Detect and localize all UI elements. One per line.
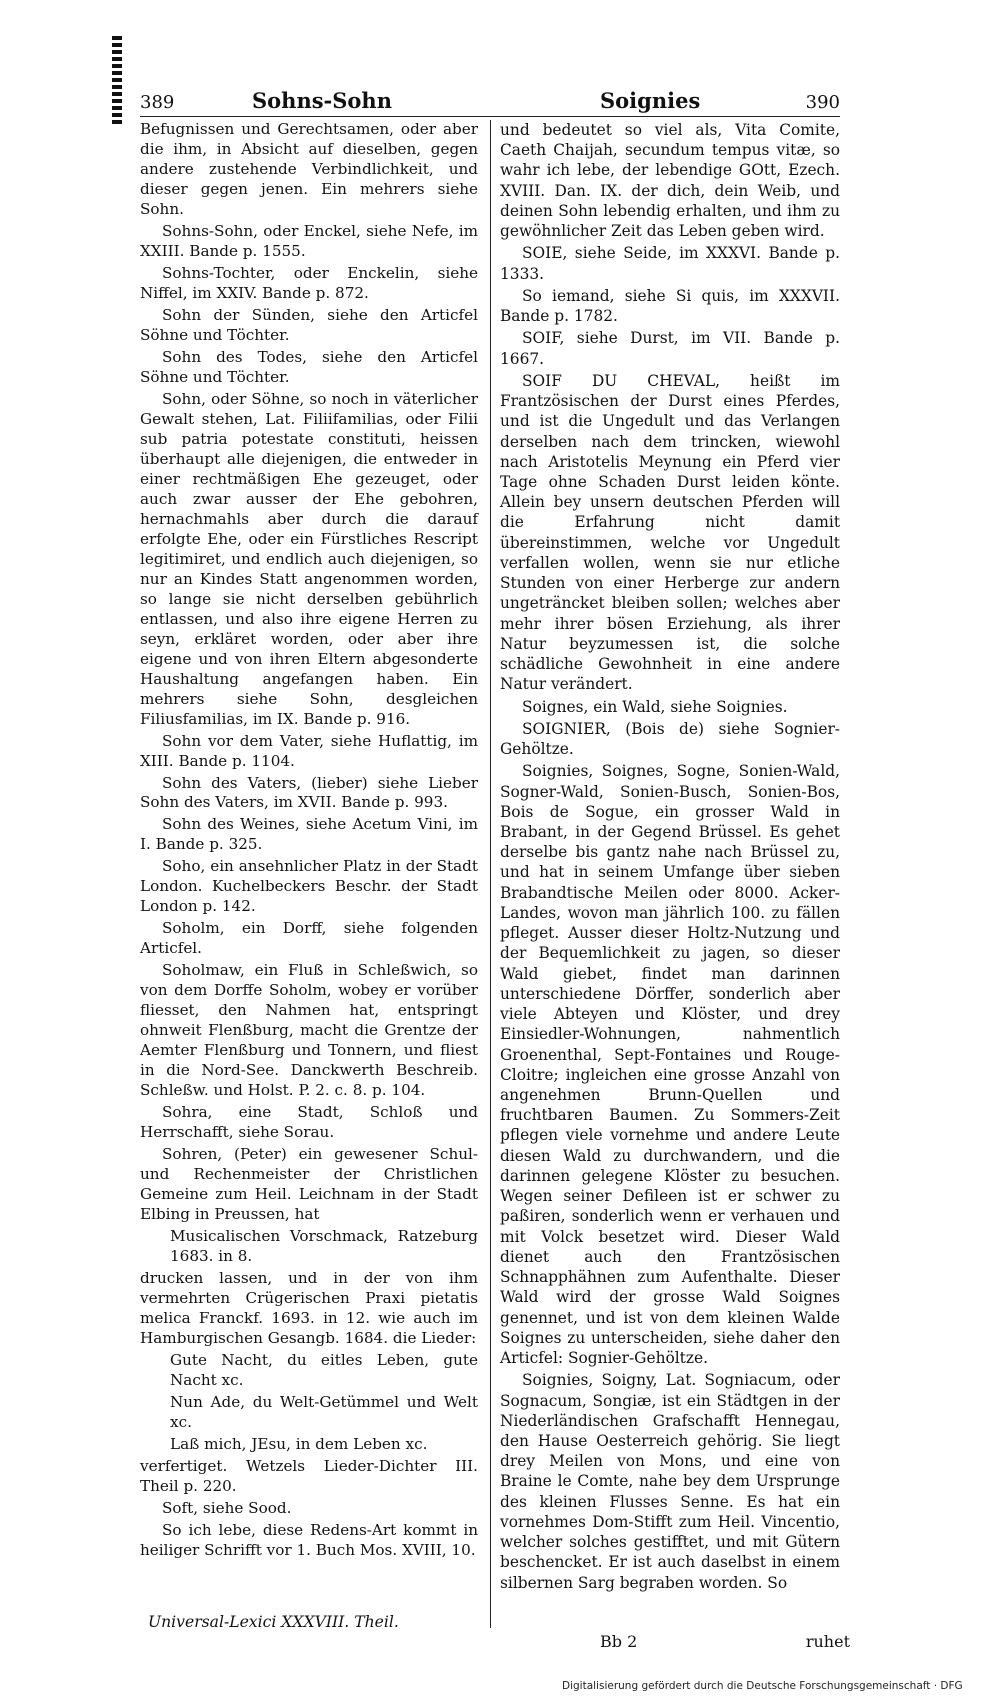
- right-page-number: 390: [805, 92, 840, 113]
- right-running-headword: Soignies: [600, 88, 701, 113]
- right-column-entry: So iemand, siehe Si quis, im XXXVII. Bande p. 1782.: [500, 286, 840, 326]
- left-column-entry: Sohn des Todes, siehe den Articfel Söhne und Töchter.: [140, 347, 478, 386]
- right-column-entry: und bedeutet so viel als, Vita Comite, Caeth Chaijah, secundum tempus vitæ, so wahr ich lebe, der lebendige GOtt, Ezech. XVIII. Dan. IX. der dich, dein Weib, und deinen Sohn lebendig erhalten, und ihm zu gewöhnlicher Zeit das Leben geben wird.: [500, 121, 840, 241]
- left-page-number: 389: [140, 92, 175, 113]
- right-column-entry: SOIF, siehe Durst, im VII. Bande p. 1667.: [500, 329, 840, 368]
- left-column-entry: Sohns-Tochter, oder Enckelin, siehe Niffel, im XXIV. Bande p. 872.: [140, 263, 478, 302]
- right-column-entry: SOIE, siehe Seide, im XXXVI. Bande p. 1333.: [500, 244, 840, 283]
- left-column-entry: Musicalischen Vorschmack, Ratzeburg 1683. in 8.: [170, 1227, 478, 1266]
- left-column-entry: Sohren, (Peter) ein gewesener Schul- und Rechenmeister der Christlichen Gemeine zum Heil. Leichnam in der Stadt Elbing in Preussen, hat: [140, 1145, 478, 1224]
- left-column-entry: drucken lassen, und in der von ihm vermehrten Crügerischen Praxi pietatis melica Franckf. 1693. in 12. wie auch im Hamburgischen Gesangb. 1684. die Lieder:: [140, 1269, 478, 1348]
- left-column-entry: Laß mich, JEsu, in dem Leben xc.: [170, 1435, 428, 1453]
- right-column-entry: SOIF DU CHEVAL, heißt im Frantzösischen der Durst eines Pferdes, und ist die Ungedult und das Verlangen derselben nach dem trincken, wiewohl nach Aristotelis Meynung ein Pferd vier Tage ohne Schaden Durst leiden könte. Allein bey unsern deutschen Pferden will die Erfahrung nicht damit übereinstimmen, welche vor Ungedult verfallen wollen, wenn sie nur etliche Stunden von einer Herberge zur andern ungeträncket bleiben sollen; welches aber mehr ihrer bösen Erziehung, als ihrer Natur beyzumessen ist, die solche schädliche Gewohnheit in eine andere Natur verändert.: [500, 371, 840, 694]
- right-column-entry: Soignies, Soigny, Lat. Sogniacum, oder Sognacum, Songiæ, ist ein Städtgen in der Niederländischen Grafschafft Hennegau, den Hause Oesterreich gehörig. Sie liegt drey Meilen von Mons, und eine von Braine le Comte, nahe bey dem Ursprunge des kleinen Flusses Senne. Es hat ein vornehmes Dom-Stifft zum Heil. Vincentio, welcher solches gestifftet, und mit Gütern beschencket. Er ist auch daselbst in einem silbernen Sarg begraben worden. So: [500, 1371, 840, 1592]
- digitization-credit: Digitalisierung gefördert durch die Deutsche Forschungsgemeinschaft · DFG: [562, 1680, 963, 1692]
- left-column-entry: Soholm, ein Dorff, siehe folgenden Articfel.: [140, 919, 478, 958]
- left-column-entry: Soholmaw, ein Fluß in Schleßwich, so von dem Dorffe Soholm, wobey er vorüber fliesset, den Nahmen hat, entspringt ohnweit Flenßburg, macht die Grentze der Aemter Flenßburg und Tonnern, und fliest in die Nord-See. Danckwerth Beschreib. Schleßw. und Holst. P. 2. c. 8. p. 104.: [140, 961, 478, 1100]
- signature-mark: Bb 2: [600, 1632, 638, 1651]
- header-rule: [140, 116, 840, 117]
- volume-signature: Universal-Lexici XXXVIII. Theil.: [148, 1613, 399, 1631]
- left-column: [140, 120, 478, 1563]
- left-column-entry: Soft, siehe Sood.: [162, 1498, 292, 1517]
- left-column-entry: Nun Ade, du Welt-Getümmel und Welt xc.: [170, 1393, 478, 1432]
- left-column-entry: Befugnissen und Gerechtsamen, oder aber die ihm, in Absicht auf dieselben, gegen andere zustehende Verbindlichkeit, und dieser gegen jenen. Ein mehrers siehe Sohn.: [140, 120, 478, 218]
- left-column-entry: verfertiget. Wetzels Lieder-Dichter III. Theil p. 220.: [140, 1456, 478, 1495]
- left-column-entry: So ich lebe, diese Redens-Art kommt in heiliger Schrifft vor 1. Buch Mos. XVIII, 10.: [140, 1520, 478, 1559]
- left-column-entry: Sohn des Weines, siehe Acetum Vini, im I. Bande p. 325.: [140, 815, 478, 854]
- right-column-entry: SOIGNIER, (Bois de) siehe Sognier-Gehöltze.: [500, 719, 840, 759]
- scan-edge-mark: [112, 36, 122, 126]
- left-column-entry: Gute Nacht, du eitles Leben, gute Nacht xc.: [170, 1351, 478, 1390]
- right-column-entry: Soignes, ein Wald, siehe Soignies.: [522, 697, 788, 716]
- left-running-headword: Sohns-Sohn: [252, 88, 392, 113]
- right-column: [500, 120, 840, 1595]
- volume-signature-line: [140, 1612, 478, 1635]
- catchword: ruhet: [805, 1632, 850, 1651]
- left-column-entry: Sohn, oder Söhne, so noch in väterlicher Gewalt stehen, Lat. Filiifamilias, oder Filii sub patria potestate constituti, heissen überhaupt alle diejenigen, die entweder in einer rechtmäßigen Ehe gezeuget, oder auch zwar ausser der Ehe gebohren, hernachmahls aber durch die darauf erfolgte Ehe, oder ein Fürstliches Rescript legitimiret, und endlich auch diejenigen, so nur an Kindes Statt angenommen worden, so lange sie nicht derselben gebührlich entlassen, und also ihre eigene Herren zu seyn, erkläret worden, oder aber ihre eigene und von ihren Eltern abgesonderte Haushaltung angefangen haben. Ein mehrers siehe Sohn, desgleichen Filiusfamilias, im IX. Bande p. 916.: [140, 389, 478, 728]
- left-column-entry: Sohra, eine Stadt, Schloß und Herrschafft, siehe Sorau.: [140, 1103, 478, 1142]
- left-column-entry: Soho, ein ansehnlicher Platz in der Stadt London. Kuchelbeckers Beschr. der Stadt London p. 142.: [140, 857, 478, 916]
- left-column-entry: Sohn der Sünden, siehe den Articfel Söhne und Töchter.: [140, 305, 478, 344]
- right-column-entry: Soignies, Soignes, Sogne, Sonien-Wald, Sogner-Wald, Sonien-Busch, Sonien-Bos, Bois de Sogue, ein grosser Wald in Brabant, in der Gegend Brüssel. Es gehet derselbe bis gantz nahe nach Brüssel zu, und hat in seinem Umfange über sieben Brabandtische Meilen oder 8000. Acker-Landes, wovon man jährlich 100. zu fällen pfleget. Ausser dieser Holtz-Nutzung und der Bequemlichkeit zu jagen, so dieser Wald giebet, findet man darinnen unterschiedene Dörffer, sonderlich aber viele Abteyen und Klöster, und drey Einsiedler-Wohnungen, nahmentlich Groenenthal, Sept-Fontaines und Rouge-Cloitre; ingleichen eine grosse Anzahl von angenehmen Brunn-Quellen und fruchtbaren Baumen. Zu Sommers-Zeit pflegen viele vornehme und andere Leute diesen Wald zu durchwandern, und die darinnen gelegene Klöster zu besuchen. Wegen seiner Defileen ist er schwer zu paßiren, sonderlich wenn er verhauen und mit Volck besetzet wird. Dieser Wald dienet auch den Frantzösischen Schnapphähnen zum Aufenthalte. Dieser Wald wird der grosse Wald Soignes genennet, und ist von dem kleinen Walde Soignes zu unterscheiden, siehe daher den Articfel: Sognier-Gehöltze.: [500, 762, 840, 1368]
- page-header: [140, 86, 840, 116]
- column-divider: [490, 120, 491, 1628]
- left-column-entry: Sohn des Vaters, (lieber) siehe Lieber Sohn des Vaters, im XVII. Bande p. 993.: [140, 773, 478, 812]
- left-column-entry: Sohns-Sohn, oder Enckel, siehe Nefe, im XXIII. Bande p. 1555.: [140, 221, 478, 260]
- left-column-entry: Sohn vor dem Vater, siehe Huflattig, im XIII. Bande p. 1104.: [140, 731, 478, 770]
